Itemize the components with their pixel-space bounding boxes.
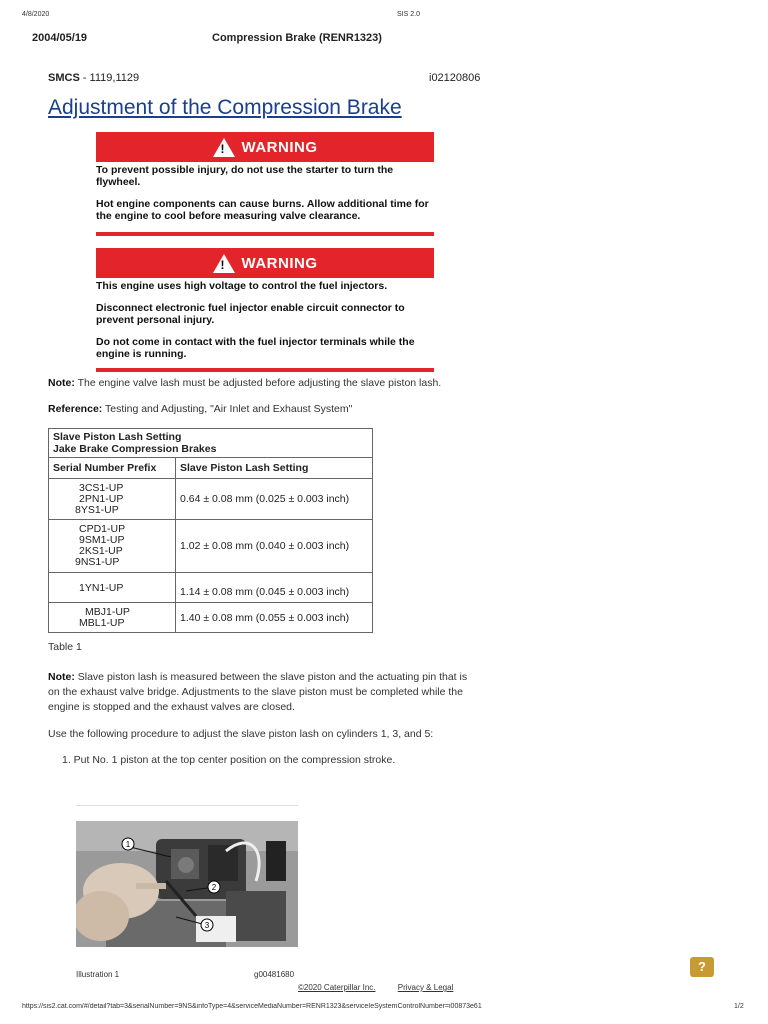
serial-prefix: 1YN1-UP [79, 581, 124, 594]
serial-prefix: 3CS1-UP [79, 481, 124, 494]
warning-banner [96, 248, 434, 278]
lash-setting-cell: 1.40 ± 0.08 mm (0.055 ± 0.003 inch) [176, 603, 373, 633]
table-row [49, 603, 373, 633]
callout-2 [208, 881, 220, 893]
serial-prefix: 2PN1-UP [79, 492, 124, 505]
footer [298, 983, 453, 992]
reference-label: Reference: [48, 403, 103, 415]
procedure-step-1: 1. Put No. 1 piston at the top center position on the compression stroke. [62, 754, 396, 766]
column-header: Serial Number Prefix [49, 458, 176, 479]
svg-text:2: 2 [211, 883, 217, 892]
page-title[interactable]: Adjustment of the Compression Brake [48, 96, 402, 119]
lash-setting-cell: 1.14 ± 0.08 mm (0.045 ± 0.003 inch) [176, 573, 373, 603]
column-header: Slave Piston Lash Setting [176, 458, 373, 479]
serial-prefix: 8YS1-UP [75, 503, 119, 516]
copyright-link[interactable]: ©2020 Caterpillar Inc. [298, 983, 376, 992]
serial-prefix: CPD1-UP [79, 523, 126, 535]
warning-label: WARNING [241, 138, 318, 156]
warning-text: Do not come in contact with the fuel injector terminals while the engine is running. [96, 336, 415, 360]
serial-prefix: 2KS1-UP [79, 545, 123, 557]
document-id: i02120806 [429, 72, 481, 84]
lash-setting-cell: 0.64 ± 0.08 mm (0.025 ± 0.003 inch) [176, 479, 373, 520]
procedure-intro: Use the following procedure to adjust the slave piston lash on cylinders 1, 3, and 5: [48, 728, 434, 740]
lash-setting-cell: 1.02 ± 0.08 mm (0.040 ± 0.003 inch) [176, 520, 373, 573]
table-row [49, 573, 373, 603]
print-page-number: 1/2 [734, 1003, 744, 1010]
prefix-cell [49, 573, 176, 603]
note-slave-piston [48, 670, 480, 715]
reference-text: Testing and Adjusting, "Air Inlet and Exhaust System" [102, 403, 353, 415]
note-text: The engine valve lash must be adjusted before adjusting the slave piston lash. [74, 377, 442, 389]
table-title-row [49, 429, 373, 458]
help-button[interactable] [690, 957, 714, 977]
note-text: Slave piston lash is measured between the slave piston and the actuating pin that is on the exhaust valve bridge. Adjustments to the slave piston must be completed while the engine is stopped and the exhaust valves are closed. [48, 671, 468, 713]
note-label: Note: [48, 377, 75, 389]
warning-triangle-icon: ! [213, 254, 235, 273]
illustration-divider [76, 805, 298, 806]
svg-text:1: 1 [125, 840, 131, 849]
note-label: Note: [48, 671, 75, 683]
warning-text: Disconnect electronic fuel injector enable circuit connector to prevent personal injury. [96, 302, 405, 326]
smcs-label: SMCS [48, 72, 80, 84]
warning-triangle-icon: ! [213, 138, 235, 157]
prefix-cell [49, 603, 176, 633]
privacy-legal-link[interactable]: Privacy & Legal [397, 983, 454, 992]
note-valve-lash [48, 376, 478, 391]
callout-1 [122, 838, 134, 850]
callout-3 [201, 919, 213, 931]
illustration-id: g00481680 [254, 970, 295, 979]
serial-prefix: MBJ1-UP [85, 605, 130, 618]
warning-divider [96, 232, 434, 236]
print-url: https://sis2.cat.com/#/detail?tab=3&serialNumber=9NS&infoType=4&serviceMediaNumber=RENR1323&serviceIeSystemControlNumber=i00873e61 [22, 1003, 482, 1010]
table-header-row [49, 458, 373, 479]
table-title: Slave Piston Lash Setting [53, 431, 182, 443]
prefix-cell [49, 479, 176, 520]
smcs-line [48, 72, 139, 84]
table-row [49, 520, 373, 573]
doc-title: Compression Brake (RENR1323) [212, 32, 382, 44]
prefix-cell [49, 520, 176, 573]
print-date: 4/8/2020 [22, 11, 50, 18]
warning-label: WARNING [241, 254, 318, 272]
engine-photo-graphic [76, 821, 298, 947]
svg-text:3: 3 [204, 921, 210, 930]
table-subtitle: Jake Brake Compression Brakes [53, 443, 217, 455]
illustration-caption: Illustration 1 [76, 970, 120, 979]
warning-text: Hot engine components can cause burns. Allow additional time for the engine to cool before measuring valve clearance. [96, 198, 429, 222]
serial-prefix: 9SM1-UP [79, 534, 125, 546]
question-mark-icon: ? [698, 959, 706, 974]
serial-prefix: 9NS1-UP [75, 556, 120, 568]
warning-box-2 [96, 248, 434, 372]
serial-prefix: MBL1-UP [79, 616, 125, 629]
doc-date: 2004/05/19 [32, 32, 88, 44]
illustration-photo [76, 821, 298, 947]
slave-piston-lash-table [48, 428, 373, 633]
smcs-codes: - 1119,1129 [79, 72, 140, 84]
reference-line [48, 402, 478, 417]
warning-banner [96, 132, 434, 162]
warning-text: This engine uses high voltage to control the fuel injectors. [96, 280, 388, 292]
warning-text: To prevent possible injury, do not use the starter to turn the flywheel. [96, 164, 394, 188]
table-caption: Table 1 [48, 641, 82, 653]
warning-box-1 [96, 132, 434, 236]
warning-divider [96, 368, 434, 372]
table-row [49, 479, 373, 520]
print-app-name: SIS 2.0 [397, 11, 420, 18]
